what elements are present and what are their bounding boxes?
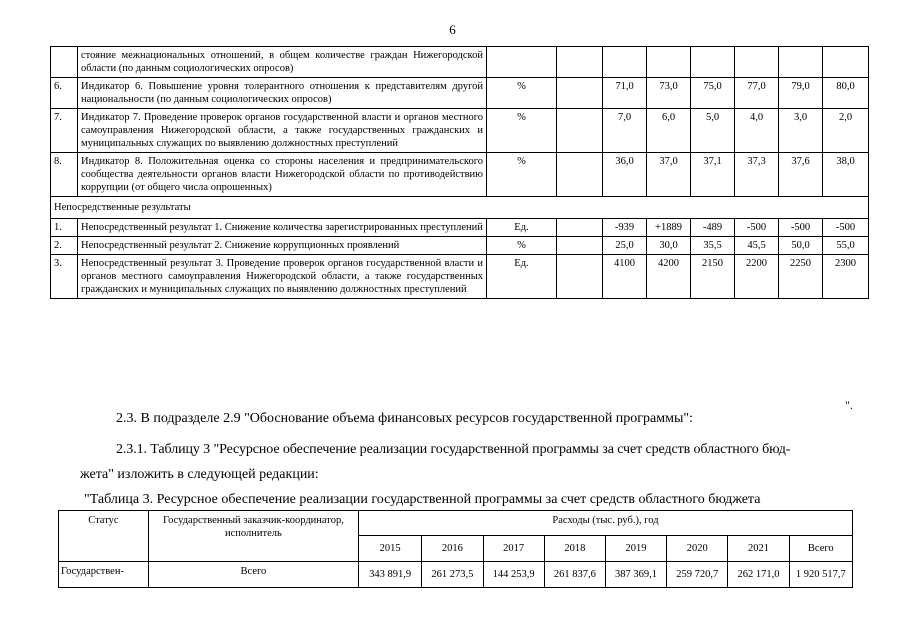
row-value: 75,0 bbox=[691, 78, 735, 109]
row-description: Непосредственный результат 2. Снижение коррупционных проявлений bbox=[78, 237, 487, 255]
row-value: 4,0 bbox=[735, 109, 779, 153]
row-value bbox=[647, 47, 691, 78]
row-value: 4200 bbox=[647, 255, 691, 299]
section-row bbox=[51, 197, 869, 219]
header-status: Статус bbox=[59, 511, 149, 562]
row-value: 5,0 bbox=[691, 109, 735, 153]
row-value: 77,0 bbox=[735, 78, 779, 109]
year-header: 2020 bbox=[667, 536, 728, 562]
row-description: Индикатор 8. Положительная оценка со стороны населения и предпринимательского сообщества деятельности органов власти Нижегородской области по противодействию коррупции (от общего числа опрошенных) bbox=[78, 153, 487, 197]
table3-caption: "Таблица 3. Ресурсное обеспечение реализации государственной программы за счет средств областного бюджета bbox=[84, 492, 761, 507]
row-description: Непосредственный результат 1. Снижение количества зарегистрированных преступлений bbox=[78, 219, 487, 237]
table-row bbox=[51, 109, 869, 153]
row-blank bbox=[557, 219, 603, 237]
table-row bbox=[51, 255, 869, 299]
data-row bbox=[59, 562, 853, 588]
table-row bbox=[51, 237, 869, 255]
row-blank bbox=[557, 47, 603, 78]
row-value: 37,1 bbox=[691, 153, 735, 197]
indicators-table bbox=[50, 46, 869, 299]
row-value: 45,5 bbox=[735, 237, 779, 255]
section-row-group bbox=[51, 197, 869, 219]
row-value: 2250 bbox=[779, 255, 823, 299]
row-value: 55,0 bbox=[823, 237, 869, 255]
row-number bbox=[51, 47, 78, 78]
row-value: -500 bbox=[735, 219, 779, 237]
row-value: 7,0 bbox=[603, 109, 647, 153]
year-header: 2017 bbox=[483, 536, 544, 562]
row-number: 1. bbox=[51, 219, 78, 237]
row-value: 2,0 bbox=[823, 109, 869, 153]
table-row bbox=[51, 219, 869, 237]
row-unit: % bbox=[487, 78, 557, 109]
row-value: -500 bbox=[779, 219, 823, 237]
year-header: 2016 bbox=[422, 536, 483, 562]
status-cell: Государствен- bbox=[59, 562, 149, 588]
header-row bbox=[59, 511, 853, 536]
row-value: 3,0 bbox=[779, 109, 823, 153]
row-blank bbox=[557, 237, 603, 255]
row-value bbox=[691, 47, 735, 78]
expense-value: 1 920 517,7 bbox=[789, 562, 852, 588]
year-header: 2018 bbox=[544, 536, 605, 562]
year-header: 2021 bbox=[728, 536, 789, 562]
expense-value: 259 720,7 bbox=[667, 562, 728, 588]
year-header: Всего bbox=[789, 536, 852, 562]
expense-value: 387 369,1 bbox=[605, 562, 666, 588]
expense-value: 261 837,6 bbox=[544, 562, 605, 588]
row-value: 6,0 bbox=[647, 109, 691, 153]
row-number: 7. bbox=[51, 109, 78, 153]
row-value: 71,0 bbox=[603, 78, 647, 109]
header-customer: Государственный заказчик-координатор, исполнитель bbox=[148, 511, 358, 562]
paragraph-2-3-1: 2.3.1. Таблицу 3 "Ресурсное обеспечение реализации государственной программы за счет средств областного бюд- bbox=[116, 442, 791, 457]
row-blank bbox=[557, 109, 603, 153]
row-value: +1889 bbox=[647, 219, 691, 237]
row-value: 35,5 bbox=[691, 237, 735, 255]
row-unit: % bbox=[487, 237, 557, 255]
row-value: -500 bbox=[823, 219, 869, 237]
row-value: 37,6 bbox=[779, 153, 823, 197]
row-description: стояние межнациональных отношений, в общем количестве граждан Нижегородской области (по данным социологических опросов) bbox=[78, 47, 487, 78]
row-value: 30,0 bbox=[647, 237, 691, 255]
row-value: 2150 bbox=[691, 255, 735, 299]
row-number: 8. bbox=[51, 153, 78, 197]
row-value bbox=[603, 47, 647, 78]
row-value: -939 bbox=[603, 219, 647, 237]
expense-value: 261 273,5 bbox=[422, 562, 483, 588]
row-value: 50,0 bbox=[779, 237, 823, 255]
row-value: 38,0 bbox=[823, 153, 869, 197]
row-value: 2300 bbox=[823, 255, 869, 299]
section-label: Непосредственные результаты bbox=[51, 197, 869, 219]
row-description: Индикатор 7. Проведение проверок органов государственной власти и органов местного самоуправления Нижегородской области, а также государственных гражданских и муниципальных служащих по выявлению должностных преступлений bbox=[78, 109, 487, 153]
row-value: 79,0 bbox=[779, 78, 823, 109]
header-expenses: Расходы (тыс. руб.), год bbox=[359, 511, 853, 536]
row-value bbox=[779, 47, 823, 78]
result-rows bbox=[51, 219, 869, 299]
table-row bbox=[51, 47, 869, 78]
table-row bbox=[51, 153, 869, 197]
year-header: 2019 bbox=[605, 536, 666, 562]
row-number: 2. bbox=[51, 237, 78, 255]
paragraph-2-3: 2.3. В подразделе 2.9 "Обоснование объема финансовых ресурсов государственной программы": bbox=[116, 411, 693, 426]
row-description: Индикатор 6. Повышение уровня толерантного отношения к представителям другой национальности (по данным социологических опросов) bbox=[78, 78, 487, 109]
row-number: 3. bbox=[51, 255, 78, 299]
row-value: 36,0 bbox=[603, 153, 647, 197]
row-unit bbox=[487, 47, 557, 78]
row-value: 25,0 bbox=[603, 237, 647, 255]
row-unit: % bbox=[487, 109, 557, 153]
row-value: 4100 bbox=[603, 255, 647, 299]
row-blank bbox=[557, 255, 603, 299]
indicator-rows bbox=[51, 47, 869, 197]
row-value: 37,0 bbox=[647, 153, 691, 197]
closing-quote: ". bbox=[845, 398, 853, 412]
row-description: Непосредственный результат 3. Проведение проверок органов государственной власти и органов местного самоуправления Нижегородской области, а также государственных гражданских и муниципальных служащих по выявлению должностных преступлений bbox=[78, 255, 487, 299]
row-value: 2200 bbox=[735, 255, 779, 299]
row-unit: % bbox=[487, 153, 557, 197]
row-value: -489 bbox=[691, 219, 735, 237]
row-value: 73,0 bbox=[647, 78, 691, 109]
row-blank bbox=[557, 78, 603, 109]
row-value bbox=[823, 47, 869, 78]
row-value: 80,0 bbox=[823, 78, 869, 109]
year-header: 2015 bbox=[359, 536, 422, 562]
row-unit: Ед. bbox=[487, 255, 557, 299]
customer-cell: Всего bbox=[148, 562, 358, 588]
page-number: 6 bbox=[449, 22, 456, 37]
row-value bbox=[735, 47, 779, 78]
row-blank bbox=[557, 153, 603, 197]
expense-value: 262 171,0 bbox=[728, 562, 789, 588]
row-number: 6. bbox=[51, 78, 78, 109]
resources-table bbox=[58, 510, 853, 588]
expense-value: 144 253,9 bbox=[483, 562, 544, 588]
paragraph-2-3-1-cont: жета" изложить в следующей редакции: bbox=[80, 467, 319, 482]
row-unit: Ед. bbox=[487, 219, 557, 237]
row-value: 37,3 bbox=[735, 153, 779, 197]
expense-value: 343 891,9 bbox=[359, 562, 422, 588]
table-row bbox=[51, 78, 869, 109]
